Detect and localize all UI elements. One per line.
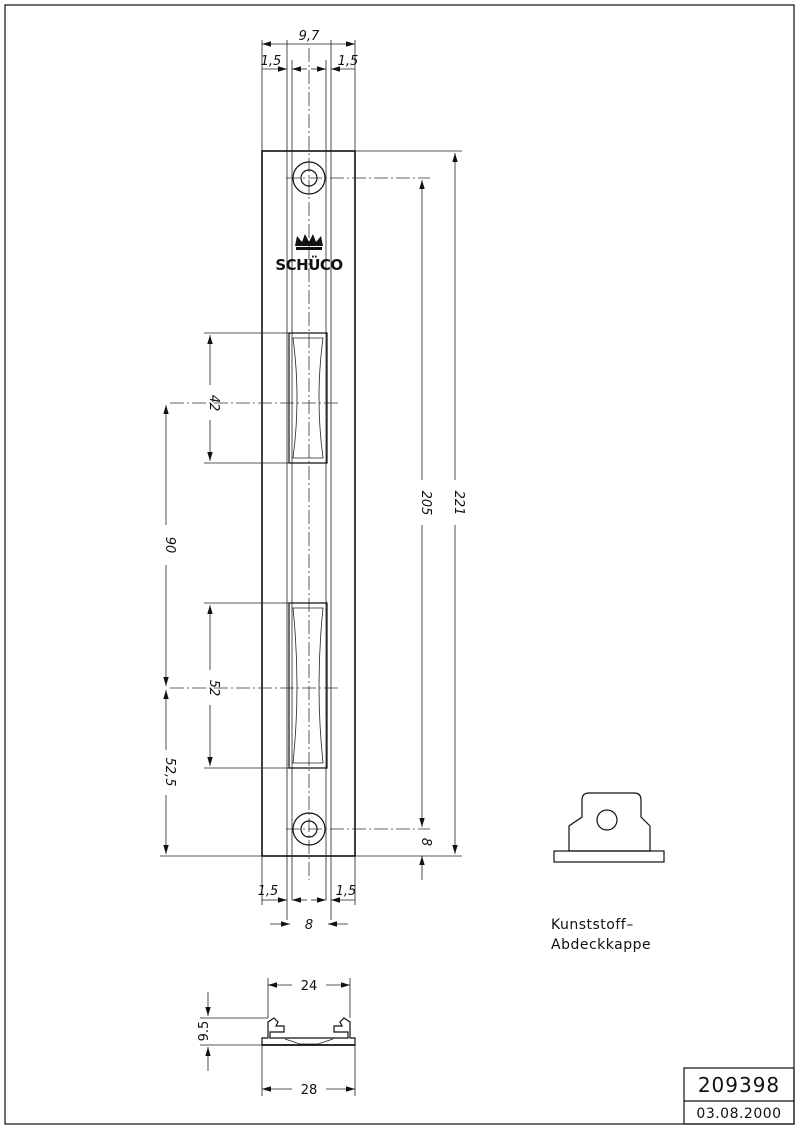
bottom-screw-hole [286, 813, 430, 845]
dim-section-height: 9.5 [197, 1020, 212, 1042]
top-dimensions [261, 29, 359, 151]
cross-section [197, 978, 355, 1098]
bottom-dimensions [258, 856, 357, 933]
title-block [684, 1068, 794, 1124]
dim-upper-slot: 42 [206, 394, 221, 412]
note-line-2: Abdeckkappe [551, 937, 652, 953]
drawing-date: 03.08.2000 [696, 1106, 782, 1122]
strike-plate [170, 40, 430, 920]
dim-top-left: 1,5 [260, 54, 282, 69]
lower-slot [170, 603, 340, 768]
dim-top-right: 1,5 [337, 54, 359, 69]
dim-bottom-width: 8 [304, 918, 314, 933]
dim-section-top: 24 [300, 979, 318, 994]
dim-overall-length: 221 [451, 490, 466, 516]
part-number: 209398 [697, 1073, 781, 1097]
dim-section-bottom: 28 [300, 1083, 318, 1098]
cover-cap-detail [551, 793, 664, 953]
top-screw-hole [286, 162, 430, 194]
dim-hole-spacing: 205 [418, 490, 433, 516]
dim-slot-spacing: 90 [162, 536, 177, 554]
dim-lower-offset: 52,5 [162, 757, 177, 787]
left-dimensions [160, 333, 289, 856]
upper-slot [170, 333, 340, 463]
dim-bottom-offset: 8 [418, 837, 433, 847]
sheet-border [5, 5, 794, 1124]
dim-bottom-right: 1,5 [335, 884, 357, 899]
note-line-1: Kunststoff– [551, 917, 634, 933]
dim-top-total: 9,7 [298, 29, 320, 44]
dim-bottom-left: 1,5 [257, 884, 279, 899]
logo-text: SCHÜCO [275, 256, 343, 274]
right-dimensions [355, 151, 466, 880]
dim-lower-slot: 52 [206, 679, 221, 697]
